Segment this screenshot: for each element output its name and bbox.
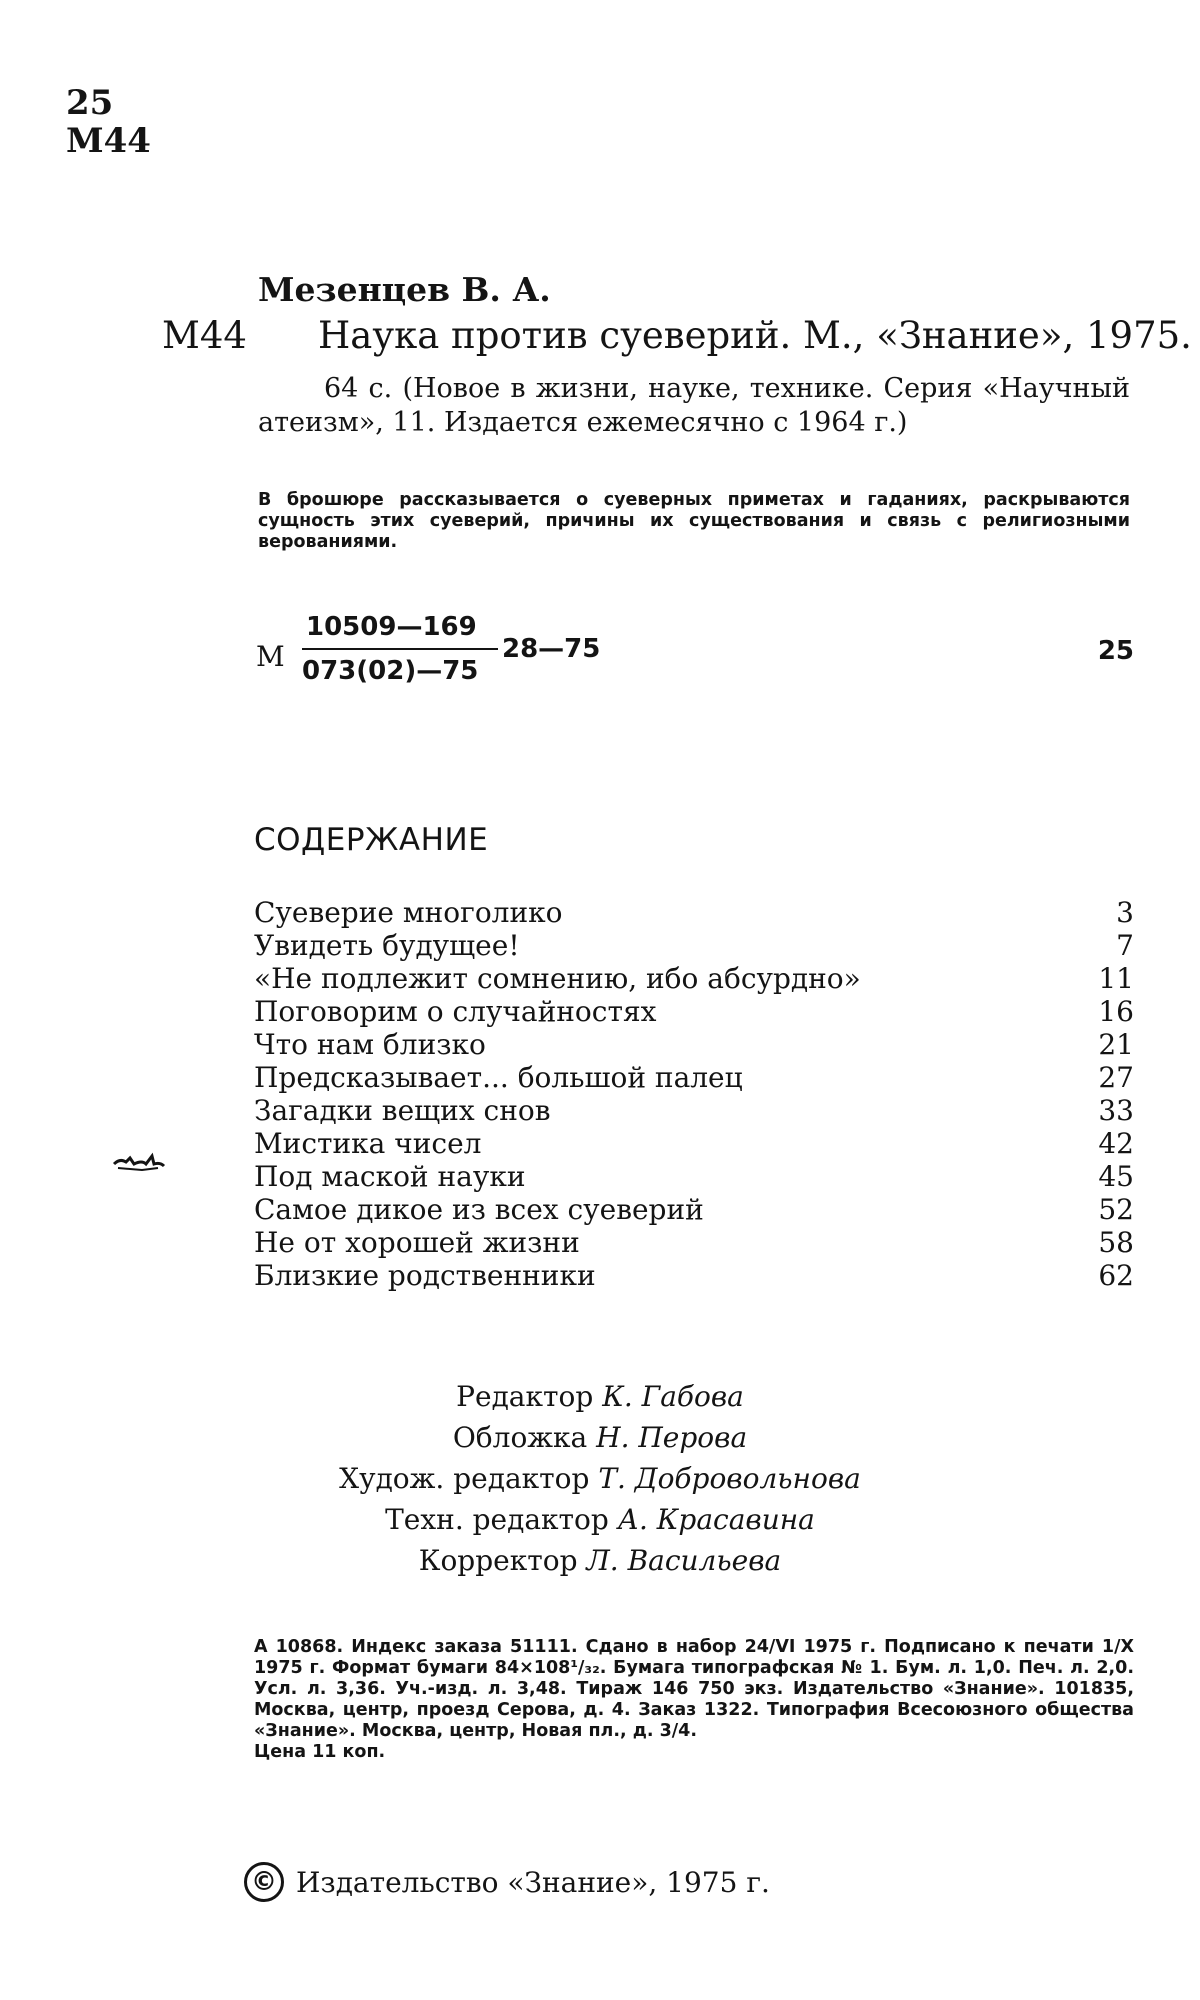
index-numerator: 10509—169 bbox=[306, 612, 477, 642]
contents-item bbox=[254, 962, 1134, 995]
contents-item bbox=[254, 1160, 1134, 1193]
fraction-line bbox=[302, 648, 498, 650]
contents-item-page: 11 bbox=[1098, 962, 1134, 995]
credit-person: Т. Добровольнова bbox=[598, 1462, 861, 1495]
price-text: Цена 11 коп. bbox=[254, 1742, 386, 1762]
contents-item-page: 7 bbox=[1116, 929, 1134, 962]
index-denominator: 073(02)—75 bbox=[302, 656, 479, 686]
contents-item-title: Под маской науки bbox=[254, 1160, 526, 1193]
credit-line bbox=[140, 1376, 1060, 1417]
contents-item-page: 3 bbox=[1116, 896, 1134, 929]
annotation: В брошюре рассказывается о суеверных приметах и гаданиях, раскрываются сущность этих суеверий, причины их существования и связь с религиозными верованиями. bbox=[258, 490, 1130, 552]
credit-role: Редактор bbox=[456, 1380, 594, 1413]
copyright-icon: © bbox=[244, 1862, 284, 1902]
credit-role: Обложка bbox=[452, 1421, 588, 1454]
contents-item-page: 21 bbox=[1098, 1028, 1134, 1061]
contents-item-page: 16 bbox=[1098, 995, 1134, 1028]
book-title: Наука против суеверий. М., «Знание», 1975. bbox=[318, 314, 1192, 357]
contents-item-page: 45 bbox=[1098, 1160, 1134, 1193]
author-code: М44 bbox=[162, 314, 247, 357]
credit-person: Н. Перова bbox=[596, 1421, 748, 1454]
contents-item-page: 58 bbox=[1098, 1226, 1134, 1259]
credits-block bbox=[140, 1376, 1060, 1581]
contents-list bbox=[254, 896, 1134, 1292]
credit-role: Худож. редактор bbox=[339, 1462, 590, 1495]
contents-item bbox=[254, 1028, 1134, 1061]
contents-item bbox=[254, 1094, 1134, 1127]
contents-item-page: 27 bbox=[1098, 1061, 1134, 1094]
index-letter: М bbox=[256, 640, 285, 673]
contents-item-title: Увидеть будущее! bbox=[254, 929, 520, 962]
contents-item-title: Не от хорошей жизни bbox=[254, 1226, 580, 1259]
credit-line bbox=[140, 1458, 1060, 1499]
credit-person: А. Красавина bbox=[617, 1503, 815, 1536]
credit-line bbox=[140, 1417, 1060, 1458]
copyright-line bbox=[244, 1862, 770, 1902]
udk-author-mark: М44 bbox=[66, 121, 151, 161]
contents-item-title: «Не подлежит сомнению, ибо абсурдно» bbox=[254, 962, 861, 995]
contents-item bbox=[254, 1193, 1134, 1226]
stamp-mark-icon bbox=[112, 1148, 166, 1174]
credit-person: К. Габова bbox=[602, 1380, 744, 1413]
contents-item-title: Самое дикое из всех суеверий bbox=[254, 1193, 704, 1226]
contents-item-page: 42 bbox=[1098, 1127, 1134, 1160]
copyright-text: Издательство «Знание», 1975 г. bbox=[296, 1865, 770, 1899]
index-price-code: 25 bbox=[1097, 636, 1134, 666]
contents-item bbox=[254, 1259, 1134, 1292]
udk-class-number: 25 bbox=[66, 83, 114, 123]
contents-item-page: 62 bbox=[1098, 1259, 1134, 1292]
imprint-block bbox=[254, 1637, 1134, 1763]
contents-heading: СОДЕРЖАНИЕ bbox=[254, 822, 489, 858]
contents-item-title: Что нам близко bbox=[254, 1028, 486, 1061]
contents-item bbox=[254, 995, 1134, 1028]
contents-item-title: Близкие родственники bbox=[254, 1259, 596, 1292]
contents-item-page: 33 bbox=[1098, 1094, 1134, 1127]
contents-item bbox=[254, 929, 1134, 962]
contents-item bbox=[254, 896, 1134, 929]
contents-item-page: 52 bbox=[1098, 1193, 1134, 1226]
contents-item-title: Суеверие многолико bbox=[254, 896, 563, 929]
author-name: Мезенцев В. А. bbox=[258, 270, 551, 309]
contents-item-title: Поговорим о случайностях bbox=[254, 995, 657, 1028]
udk-mark bbox=[66, 84, 151, 160]
credit-line bbox=[140, 1540, 1060, 1581]
index-suffix: 28—75 bbox=[502, 634, 601, 664]
credit-line bbox=[140, 1499, 1060, 1540]
contents-item-title: Мистика чисел bbox=[254, 1127, 482, 1160]
credit-role: Техн. редактор bbox=[385, 1503, 609, 1536]
series-info: 64 с. (Новое в жизни, науке, технике. Серия «Научный атеизм», 11. Издается ежемесячно с 1964 г.) bbox=[258, 373, 1130, 438]
credit-person: Л. Васильева bbox=[586, 1544, 782, 1577]
contents-item-title: Загадки вещих снов bbox=[254, 1094, 551, 1127]
contents-item-title: Предсказывает... большой палец bbox=[254, 1061, 743, 1094]
imprint-text: А 10868. Индекс заказа 51111. Сдано в набор 24/VI 1975 г. Подписано к печати 1/X 1975 г. Формат бумаги 84×108¹/₃₂. Бумага типографская № 1. Бум. л. 1,0. Печ. л. 2,0. Усл. л. 3,36. Уч.-изд. л. 3,48. Тираж 146 750 экз. Издательство «Знание». 101835, Москва, центр, проезд Серова, д. 4. Заказ 1322. Типография Всесоюзного общества «Знание». Москва, центр, Новая пл., д. 3/4. bbox=[254, 1637, 1134, 1741]
contents-item bbox=[254, 1127, 1134, 1160]
contents-item bbox=[254, 1061, 1134, 1094]
contents-item bbox=[254, 1226, 1134, 1259]
credit-role: Корректор bbox=[418, 1544, 578, 1577]
